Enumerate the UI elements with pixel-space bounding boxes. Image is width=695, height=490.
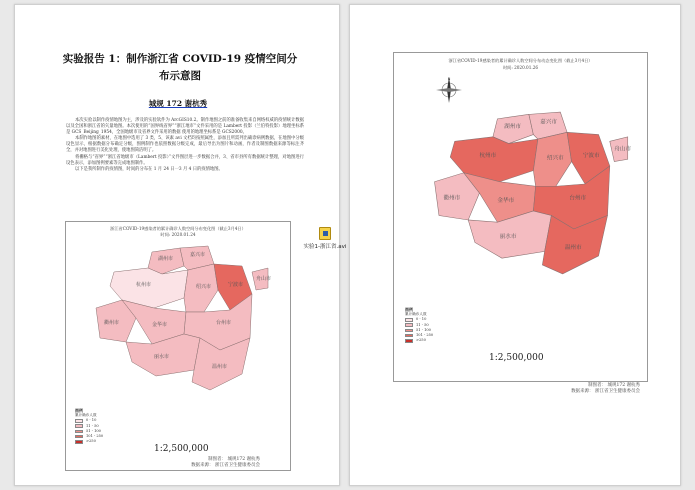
legend-title: 图例 [405, 307, 413, 312]
mapper-credit: 制图者： 城规172 谢杭秀 [588, 383, 640, 388]
city-label: 温州市 [564, 245, 582, 252]
city-label: 台州市 [569, 195, 587, 202]
map-credits [571, 383, 640, 395]
legend-item [75, 439, 103, 444]
legend-swatch [405, 318, 413, 322]
source-credit: 数据来源： 浙江省卫生健康委员会 [571, 389, 640, 394]
legend-subtitle: 累计确诊人数 [75, 413, 97, 418]
legend-swatch [75, 419, 83, 423]
video-file-icon [319, 227, 331, 240]
map-date: 时间: 2020.01.26 [502, 65, 539, 70]
city-label: 嘉兴市 [540, 119, 557, 126]
city-label: 宁波市 [582, 153, 600, 160]
legend-swatch [75, 424, 83, 428]
city-label: 丽水市 [499, 233, 517, 240]
map-figure-1[interactable] [65, 221, 291, 471]
legend-label: >250 [416, 338, 426, 343]
paragraph: 以下是我所制作的疫情图，时间的分布在 1 月 24 日一3 月 4 日的疫情地图。 [75, 166, 223, 172]
city-label: 金华市 [152, 322, 168, 328]
document-page-2 [349, 4, 681, 486]
legend-title: 图例 [75, 408, 83, 413]
city-label: 绍兴市 [546, 155, 564, 162]
map-legend [405, 307, 433, 343]
legend-label: 11 - 50 [416, 322, 429, 327]
legend-label: 0 - 10 [86, 418, 97, 423]
map-scale: 1:2,500,000 [489, 353, 544, 363]
legend-subtitle: 累计确诊人数 [405, 312, 427, 317]
map-legend [75, 408, 103, 444]
report-title-line1: 实验报告 1：制作浙江省 COVID-19 疫情空间分 [62, 53, 298, 65]
city-label: 温州市 [212, 364, 228, 370]
city-label: 台州市 [216, 320, 232, 326]
attachment-label: 实验1-浙江省.avi [303, 244, 347, 250]
legend-swatch [405, 329, 413, 333]
legend-item [405, 338, 433, 343]
legend-label: 101 - 250 [86, 434, 104, 439]
legend-label: 101 - 250 [416, 333, 434, 338]
document-page-1 [14, 4, 347, 486]
zhejiang-map-1 [92, 242, 270, 394]
city-label: 舟山市 [256, 276, 272, 282]
report-body [66, 118, 304, 173]
mapper-credit: 制图者： 城规172 谢杭秀 [208, 457, 260, 462]
city-label: 湖州市 [158, 256, 174, 262]
legend-label: 0 - 10 [416, 317, 427, 322]
zhejiang-map-2 [430, 93, 630, 293]
city-label: 嘉兴市 [190, 252, 206, 258]
author-text: 城规 172 谢杭秀 [148, 99, 208, 108]
report-title-line2: 布示意图 [159, 70, 201, 82]
legend-label: 51 - 100 [86, 428, 101, 433]
map-credits [191, 457, 260, 469]
legend-label: 51 - 100 [416, 327, 431, 332]
legend-swatch [405, 334, 413, 338]
svg-text:N: N [447, 77, 451, 81]
map-scale: 1:2,500,000 [154, 444, 209, 454]
legend-swatch [405, 323, 413, 327]
city-label: 杭州市 [479, 153, 497, 160]
avi-attachment[interactable] [303, 227, 347, 250]
map-date: 时间: 2020.01.24 [160, 232, 196, 237]
map-figure-2[interactable] [393, 52, 648, 382]
map-title: 浙江省COVID-19感染者的累计确诊人数空间分布变化图（截止3月4日） [110, 226, 246, 231]
legend-swatch [75, 440, 83, 444]
city-label: 绍兴市 [196, 284, 212, 290]
legend-swatch [75, 435, 83, 439]
source-credit: 数据来源： 浙江省卫生健康委员会 [191, 463, 260, 468]
paragraph: 本制作地图的素材，在地图中选用了 3 类，5、该素 avi 文档均按照属性，添加且所需列出确诊病例数据，在地图中分级设色显示，根据数据分布确定分级，图例制作也依照数据分级完成，最后导出为图片和动画，作者及制图数据来源等标注齐全，并对地图进行美化处理，使地图简洁明了。 [66, 136, 304, 154]
map-title: 浙江省COVID-19感染者的累计确诊人数空间分布动态变化图（截止3月4日） [448, 58, 593, 63]
city-label: 湖州市 [504, 123, 521, 130]
legend-label: 11 - 50 [86, 423, 99, 428]
paragraph: 将栅格与“省界”“浙江省地级市（Lambert 投影）”文件图层进一步数据合并，3、省市县所有数据统计整理，对地图进行设色表示，添加图例要素等完成地图制作。 [66, 154, 304, 166]
paragraph: 本次实验以制作疫情地图为主，涉及的实验软件为 ArcGIS10.2。制作地图之前的准备收集来自网络权威的疫情统计数据以及全国和浙江省的矢量地图。本次使用的“国界线省界”“浙江地市”文件采用的是 Lambert 投影（兰伯特投影）地理坐标系是 GCS_Beijing_1954，全国地级市及省界文件采用的数据 使用的地理坐标系是 GCS2000。 [66, 118, 304, 136]
legend-swatch [405, 339, 413, 343]
city-label: 杭州市 [136, 282, 152, 288]
city-label: 金华市 [497, 197, 515, 204]
city-label: 衢州市 [104, 320, 120, 326]
report-authors [15, 98, 341, 109]
city-label: 舟山市 [614, 146, 632, 153]
city-label: 衢州市 [443, 195, 461, 202]
legend-label: >250 [86, 439, 96, 444]
legend-swatch [75, 430, 83, 434]
city-label: 丽水市 [154, 354, 170, 360]
city-label: 宁波市 [228, 282, 244, 288]
